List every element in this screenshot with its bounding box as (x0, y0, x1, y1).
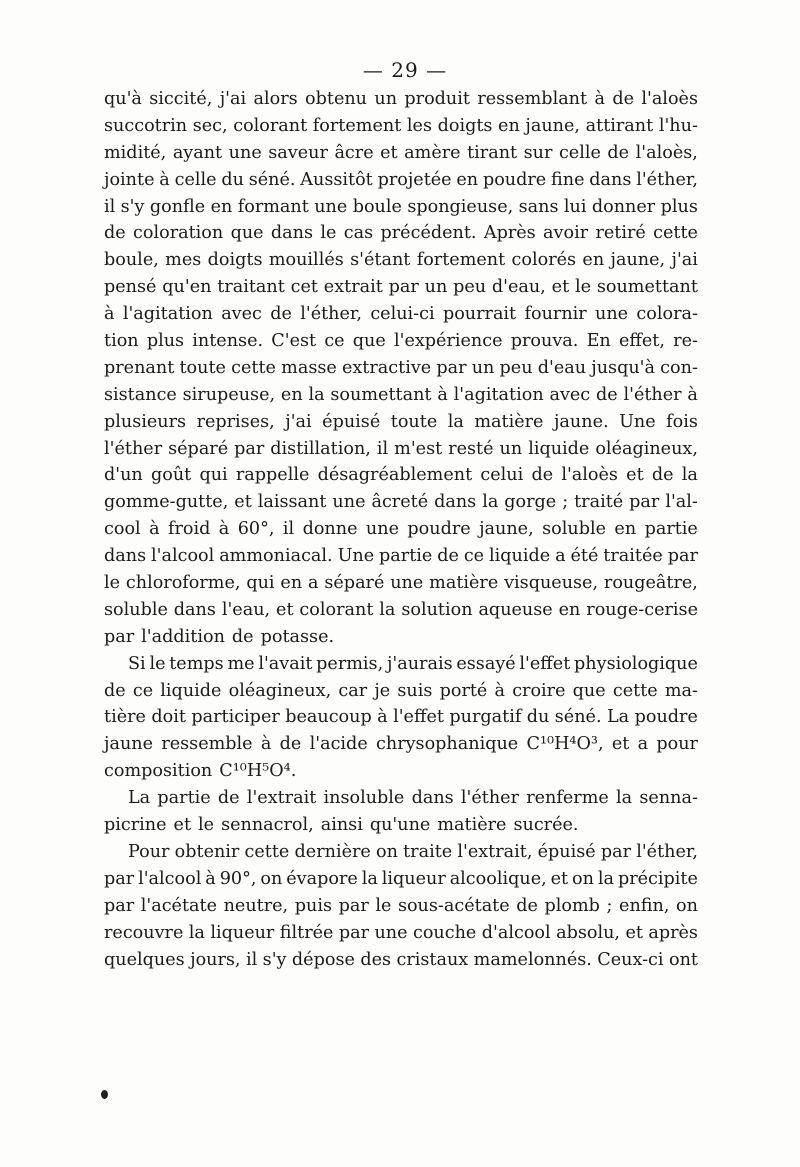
text-line: l'éther séparé par distillation, il m'est resté un liquide oléagineux, (104, 438, 698, 459)
text-line: succotrin sec, colorant fortement les doigts en jaune, attirant l'hu- (104, 115, 698, 136)
text-line: par l'alcool à 90°, on évapore la liqueur alcoolique, et on la précipite (104, 868, 698, 889)
text-line: jaune ressemble à de l'acide chrysophanique C¹⁰H⁴O³, et a pour (104, 734, 698, 755)
body-text (104, 86, 698, 973)
text-line: tière doit participer beaucoup à l'effet purgatif du séné. La poudre (104, 707, 698, 728)
text-line: cool à froid à 60°, il donne une poudre jaune, soluble en partie (104, 519, 698, 540)
text-line: tion plus intense. C'est ce que l'expérience prouva. En effet, re- (104, 331, 698, 352)
page-number: — 29 — (362, 58, 448, 82)
text-line: dans l'alcool ammoniacal. Une partie de ce liquide a été traitée par (104, 546, 698, 567)
text-line: picrine et le sennacrol, ainsi qu'une matière sucrée. (104, 815, 579, 836)
text-line: il s'y gonfle en formant une boule spongieuse, sans lui donner plus (104, 196, 698, 217)
text-line: de ce liquide oléagineux, car je suis porté à croire que cette ma- (104, 680, 698, 701)
text-line: le chloroforme, qui en a séparé une matière visqueuse, rougeâtre, (104, 573, 698, 594)
text-line: Pour obtenir cette dernière on traite l'extrait, épuisé par l'éther, (128, 841, 698, 862)
text-line: gomme-gutte, et laissant une âcreté dans la gorge ; traité par l'al- (104, 492, 698, 513)
text-line: sistance sirupeuse, en la soumettant à l'agitation avec de l'éther à (104, 384, 698, 405)
text-line: par l'addition de potasse. (104, 626, 335, 647)
text-line: à l'agitation avec de l'éther, celui-ci pourrait fournir une colora- (104, 304, 698, 325)
text-line: Si le temps me l'avait permis, j'aurais essayé l'effet physiologique (128, 653, 698, 674)
text-line: La partie de l'extrait insoluble dans l'éther renferme la senna- (128, 788, 698, 809)
text-line: prenant toute cette masse extractive par un peu d'eau jusqu'à con- (104, 357, 698, 378)
text-line: soluble dans l'eau, et colorant la solution aqueuse en rouge-cerise (104, 599, 698, 620)
text-line: boule, mes doigts mouillés s'étant fortement colorés en jaune, j'ai (104, 250, 698, 271)
text-line: plusieurs reprises, j'ai épuisé toute la matière jaune. Une fois (104, 411, 698, 432)
text-line: recouvre la liqueur filtrée par une couche d'alcool absolu, et après (104, 922, 698, 943)
text-line: quelques jours, il s'y dépose des cristaux mamelonnés. Ceux-ci ont (104, 949, 698, 970)
text-line: composition C¹⁰H⁵O⁴. (104, 761, 297, 782)
text-line: par l'acétate neutre, puis par le sous-acétate de plomb ; enfin, on (104, 895, 698, 916)
text-line: d'un goût qui rappelle désagréablement celui de l'aloès et de la (104, 465, 698, 486)
text-line: pensé qu'en traitant cet extrait par un peu d'eau, et le soumettant (104, 277, 698, 298)
text-line: qu'à siccité, j'ai alors obtenu un produit ressemblant à de l'aloès (104, 89, 698, 109)
ink-speck (101, 1090, 108, 1099)
text-line: midité, ayant une saveur âcre et amère tirant sur celle de l'aloès, (104, 142, 698, 163)
text-line: de coloration que dans le cas précédent. Après avoir retiré cette (104, 223, 698, 244)
text-line: jointe à celle du séné. Aussitôt projetée en poudre fine dans l'éther, (104, 169, 698, 190)
